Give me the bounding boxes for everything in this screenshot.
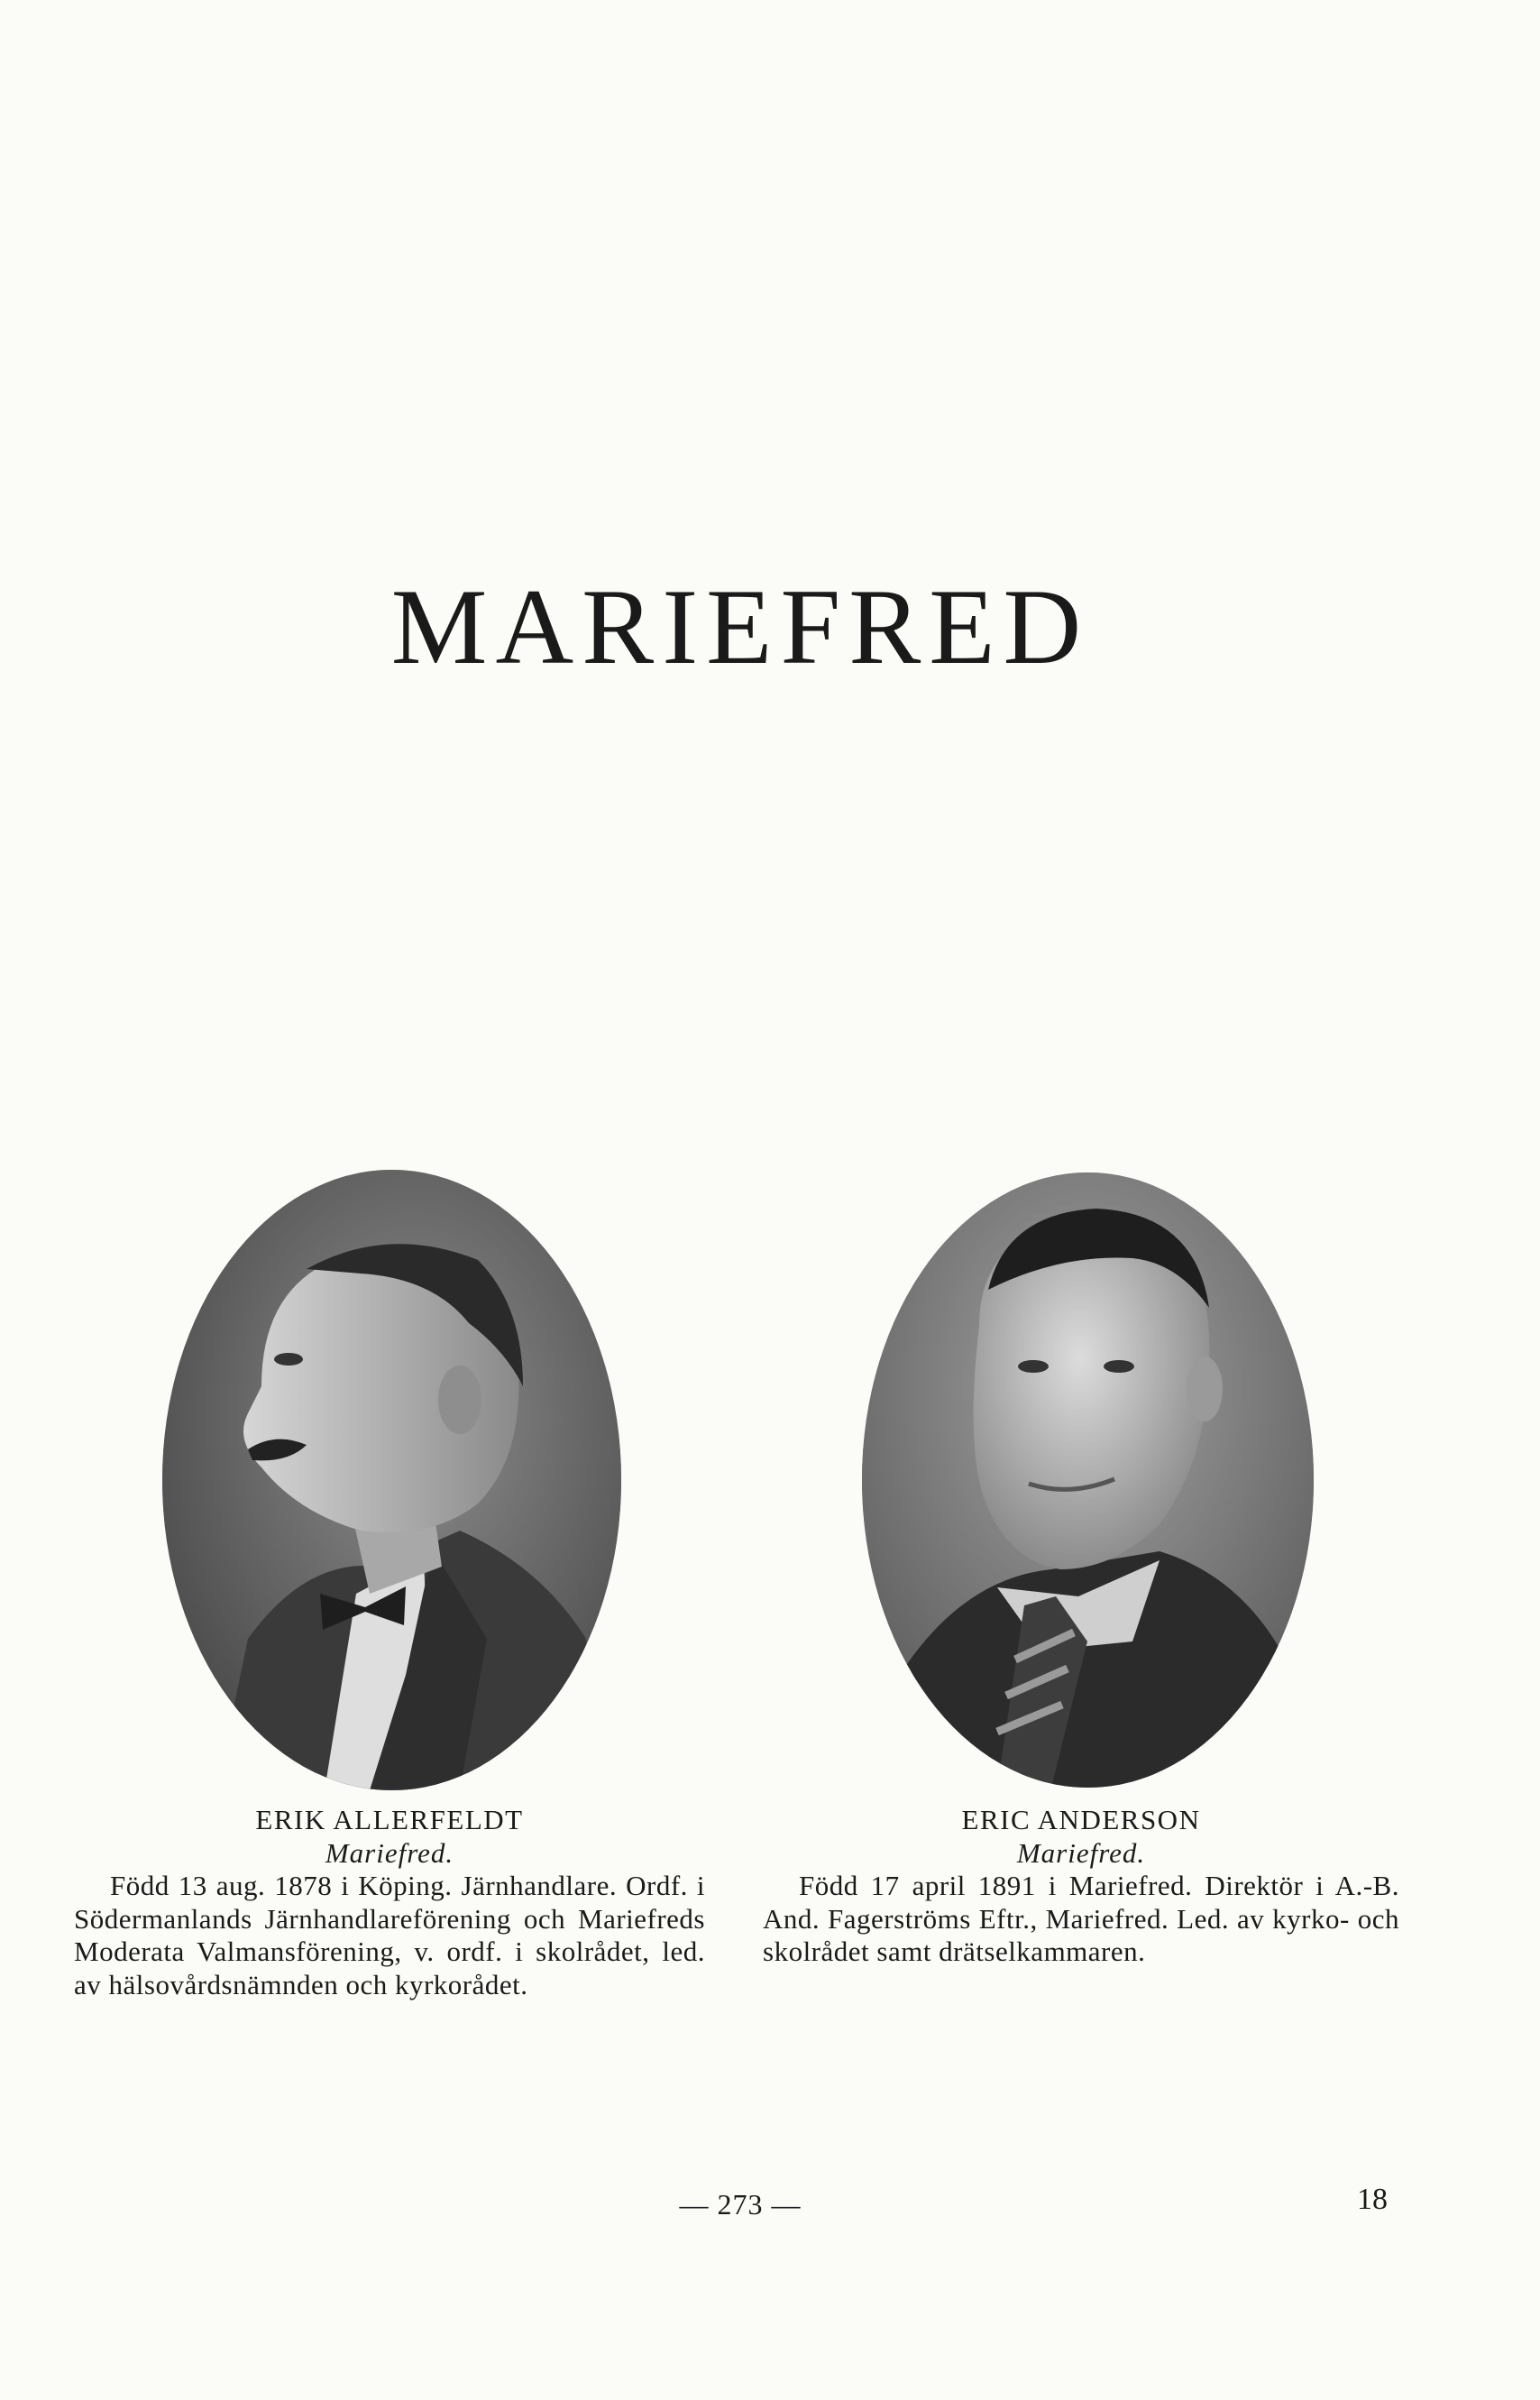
portrait-photo-left <box>162 1170 621 1790</box>
person-biography: Född 13 aug. 1878 i Köping. Järnhandlare. Ordf. i Södermanlands Järnhandlareförening och Mariefreds Moderata Valmansförening, v. ordf. i skolrådet, led. av hälsovårdsnämnden och kyrkorådet. <box>74 1870 705 2000</box>
person-place: Mariefred. <box>1016 1836 1146 1869</box>
biography-entry-left <box>74 1804 705 2001</box>
page-number: — 273 — <box>679 2188 802 2221</box>
portrait-right-image <box>862 1172 1314 1788</box>
person-name: ERIK ALLERFELDT <box>255 1804 524 1835</box>
portrait-left-image <box>162 1170 621 1790</box>
portrait-photo-right <box>862 1172 1314 1788</box>
person-name: ERIC ANDERSON <box>961 1804 1201 1835</box>
page-title: MARIEFRED <box>390 566 1090 686</box>
signature-mark: 18 <box>1357 2183 1388 2216</box>
biography-entry-right <box>763 1804 1399 1969</box>
person-place: Mariefred. <box>325 1836 454 1869</box>
person-biography: Född 17 april 1891 i Mariefred. Direktör i A.-B. And. Fagerströms Eftr., Mariefred. Led. av kyrko- och skolrådet samt drätselkammaren. <box>763 1870 1399 1967</box>
